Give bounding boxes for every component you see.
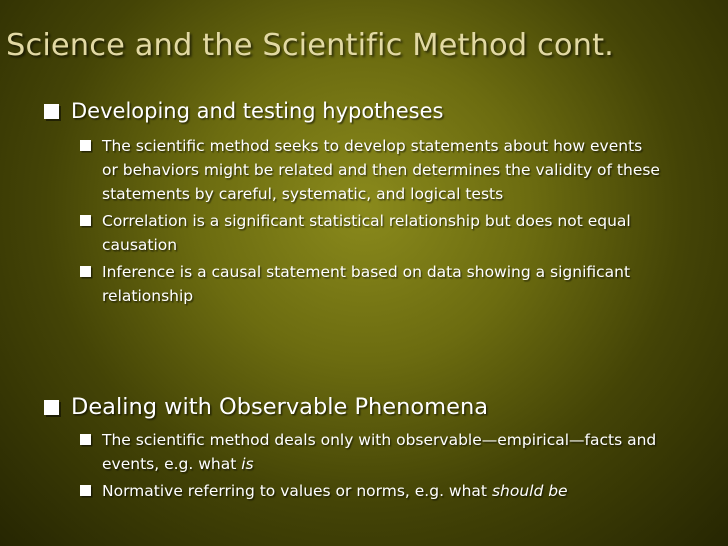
list-item xyxy=(80,209,662,257)
list-item-emphasis: is xyxy=(241,455,254,473)
list-item-plain: The scientific method deals only with observable—empirical—facts and events, e.g. what xyxy=(102,431,657,473)
square-bullet-icon xyxy=(80,140,91,151)
list-item-plain: Normative referring to values or norms, e.g. what xyxy=(102,482,492,500)
list-item-emphasis: should be xyxy=(491,482,568,500)
square-bullet-icon xyxy=(80,215,91,226)
section-heading-hypotheses xyxy=(44,98,443,124)
square-bullet-icon xyxy=(80,266,91,277)
list-item xyxy=(80,479,662,503)
list-item xyxy=(80,134,662,206)
square-bullet-icon xyxy=(80,485,91,496)
section-heading-phenomena xyxy=(44,394,488,420)
phenomena-list xyxy=(80,428,662,506)
list-item xyxy=(80,260,662,308)
square-bullet-icon xyxy=(44,400,59,415)
section-heading-text: Dealing with Observable Phenomena xyxy=(71,394,488,420)
square-bullet-icon xyxy=(80,434,91,445)
section-heading-text: Developing and testing hypotheses xyxy=(71,99,444,123)
list-item-text: Correlation is a significant statistical relationship but does not equal causation xyxy=(102,212,631,254)
list-item xyxy=(80,428,662,476)
square-bullet-icon xyxy=(44,104,59,119)
list-item-text: Inference is a causal statement based on data showing a significant relationship xyxy=(102,263,631,305)
hypotheses-list xyxy=(80,134,662,311)
slide-title: Science and the Scientific Method cont. xyxy=(6,28,614,63)
list-item-text: The scientific method seeks to develop statements about how events or behaviors might be related and then determines the validity of these statements by careful, systematic, and logical tests xyxy=(102,137,660,203)
list-item-text xyxy=(102,479,662,503)
list-item-text xyxy=(102,428,662,476)
